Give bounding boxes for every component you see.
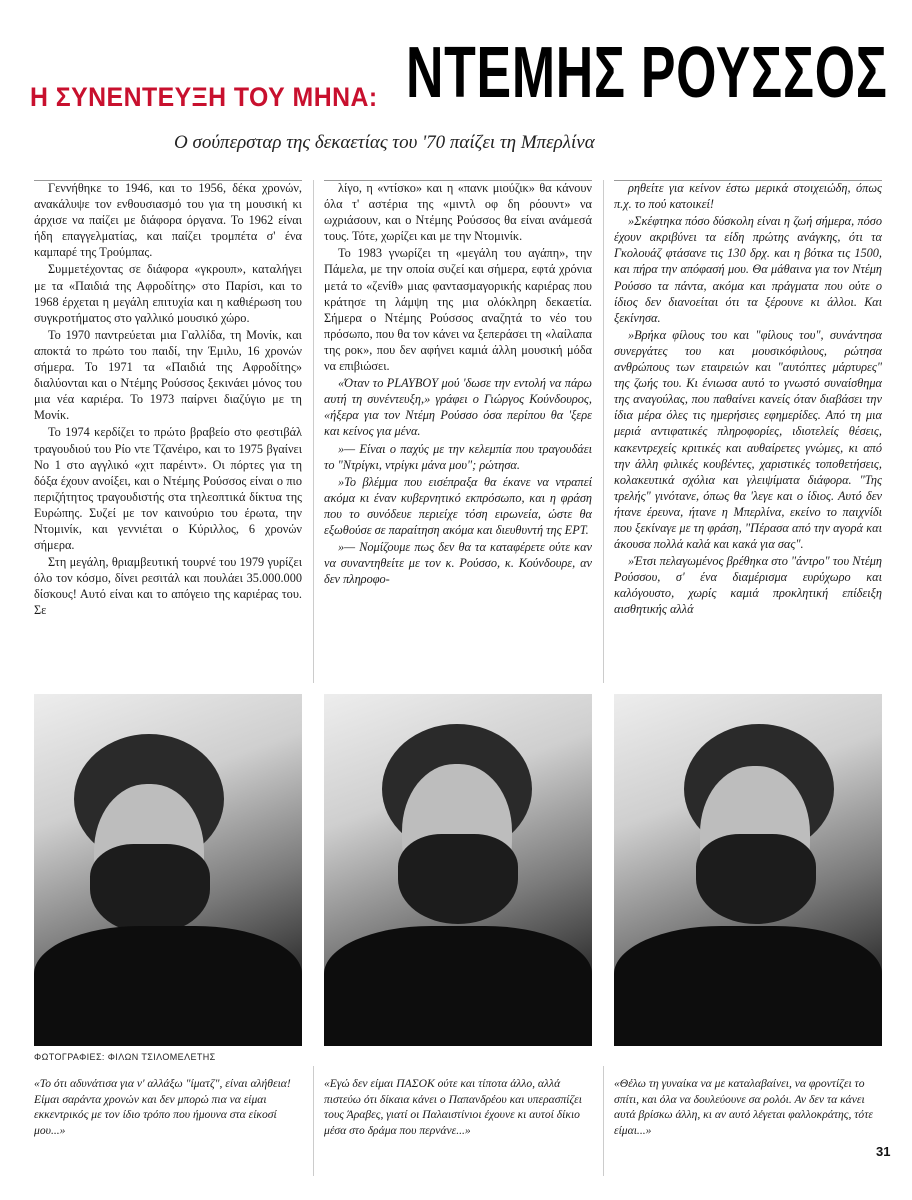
paragraph: Το 1983 γνωρίζει τη «μεγάλη του αγάπη», την Πάμελα, με την οποία συζεί και σήμερα, εφτά χρόνια μετά το «ζενίθ» μιας φαντασμαγορικής καριέρας που κράτησε τη λάμψη της μια ολόκληρη δεκαετία. Σήμερα ο Ντέμης Ρούσσος αναζητά το νέο του πρόσωπο, που θα τον κάνει να ξεπεράσει τη «λαίλαπα της ροκ», που δεν αφήνει καμιά άλλη μουσική μόδα να επιβιώσει. (324, 246, 592, 374)
paragraph: ρηθείτε για κείνον έστω μερικά στοιχειώδη, όπως π.χ. το πού κατοικεί! (614, 181, 882, 212)
paragraph: Στη μεγάλη, θριαμβευτική τουρνέ του 1979 γυρίζει όλο τον κόσμο, δίνει ρεσιτάλ και πουλάει 35.000.000 δίσκους! Αυτό είναι και το απόγειο της καριέρας του. Σε (34, 555, 302, 618)
paragraph: Συμμετέχοντας σε διάφορα «γκρουπ», καταλήγει με τα «Παιδιά της Αφροδίτης» στο Παρίσι, και το 1968 έρχεται η μεγάλη επιτυχία και η καθιέρωση του συγκροτήματος στο γαλλικό μουσικό χώρο. (34, 262, 302, 325)
article-body (34, 180, 888, 683)
portrait-photo (324, 694, 592, 1046)
caption-divider (313, 1066, 314, 1176)
photo-caption: «Θέλω τη γυναίκα να με καταλαβαίνει, να φροντίζει το σπίτι, και όλα να δουλεύουνε σα ρολόι. Αν δεν τα κάνει αυτά βρίσκω άλλη, κι αν αυτό λέγεται φαλλοκράτης, τότε είμαι...» (614, 1077, 873, 1137)
article-subtitle: Ο σούπερσταρ της δεκαετίας του '70 παίζει τη Μπερλίνα (174, 132, 595, 153)
photo-caption: «Εγώ δεν είμαι ΠΑΣΟΚ ούτε και τίποτα άλλο, αλλά πιστεύω ότι δίκαια κάνει ο Παπανδρέου και υπερασπίζει τους Άραβες, γιατί οι Παλαιστίνιοι έχουνε κι αυτοί δίκιο μέσα στο δράμα που περνάνε...» (324, 1077, 582, 1137)
portrait-photo (34, 694, 302, 1046)
caption-divider (603, 1066, 604, 1176)
interviewee-name: ΝΤΕΜΗΣ ΡΟΥΣΣΟΣ (406, 33, 888, 113)
paragraph: λίγο, η «ντίσκο» και η «πανκ μιούζικ» θα κάνουν όλα τ' αστέρια της «μιντλ οφ δη ρόουντ» να ωχριάσουν, και ο Ντέμης Ρούσσος θα είναι ανάμεσά τους. Τότε, χωρίζει και με την Ντομινίκ. (324, 181, 592, 244)
photo-caption: «Το ότι αδυνάτισα για ν' αλλάξω "ίματζ", είναι αλήθεια! Είμαι σαράντα χρονών και δεν μπορώ πια να είμαι εκκεντρικός με τον ίδιο τρόπο που ήμουνα στα είκοσί μου...» (34, 1077, 291, 1137)
photo-shape (614, 926, 882, 1046)
body-column-2 (324, 180, 592, 683)
paragraph: »Έτσι πελαγωμένος βρέθηκα στο "άντρο" του Ντέμη Ρούσσου, σ' ένα διαμέρισμα ευρύχωρο και καλόγουστο, χωρίς καμιά προκλητική επίδειξη αισθητικής αλλά (614, 554, 882, 617)
portrait-photo (614, 694, 882, 1046)
article-header (30, 28, 890, 118)
body-column-1 (34, 180, 302, 683)
paragraph: »Σκέφτηκα πόσο δύσκολη είναι η ζωή σήμερα, πόσο έχουν ακριβύνει τα είδη πρώτης ανάγκης, ότι τα Γκολουάζ φτάσανε τις 130 δρχ. και η βότκα τις 1500, και πήρα την απόφασή μου. Θα μάθαινα για τον Ντέμη Ρούσσο τα πάντα, ακόμα και πράγματα που ούτε ο ίδιος δεν διανοείται ότι τα ξέρουνε κι άλλοι. Και ξεκίνησα. (614, 214, 882, 325)
photo-credit: ΦΩΤΟΓΡΑΦΙΕΣ: ΦΙΛΩΝ ΤΣΙΛΟΜΕΛΕΤΗΣ (34, 1052, 216, 1062)
photo-shape (34, 926, 302, 1046)
photo-shape (324, 926, 592, 1046)
paragraph: »— Νομίζουμε πως δεν θα τα καταφέρετε ούτε καν να συναντηθείτε με τον κ. Ρούσσο, κ. Κούνδουρε, αν δεν πληροφο- (324, 540, 592, 587)
paragraph: »— Είναι ο παχύς με την κελεμπία που τραγουδάει το "Ντρίγκι, ντρίγκι μάνα μου"; ρώτησα. (324, 441, 592, 472)
paragraph: »Το βλέμμα που εισέπραξα θα έκανε να ντραπεί ακόμα κι έναν κυβερνητικό εκπρόσωπο, και η φράση που το συνόδευε περιείχε τόση ειρωνεία, ώστε θα εξωθούσε σε παραίτηση ακόμα και διευθυντή της ΕΡΤ. (324, 474, 592, 537)
body-column-3 (614, 180, 882, 683)
photo-shape (398, 834, 518, 924)
page-number: 31 (876, 1144, 891, 1159)
paragraph: Γεννήθηκε το 1946, και το 1956, δέκα χρονών, ανακάλυψε τον ενθουσιασμό του για τη μουσική κι άρχισε να παίζει με διάφορα όργανα. Το 1962 είναι ήδη επαγγελματίας, και παίζει τρομπέτα σ' ένα καμπαρέ της Τρούμπας. (34, 181, 302, 260)
paragraph: Το 1974 κερδίζει το πρώτο βραβείο στο φεστιβάλ τραγουδιού του Ρίο ντε Τζανέιρο, και το 1975 βγαίνει Νο 1 στο αγγλικό «χιτ παρέιντ». Οι πόρτες για τη δόξα έχουν ανοίξει, και ο Ντέμης Ρούσσος είναι ο πιο περιζήτητος τραγουδιστής στα τηλεοπτικά δίκτυα της Ευρώπης. Συζεί με τον καινούριο του έρωτα, την Ντομινίκ, και γεννιέται ο Κύριλλος, 6 χρονών σήμερα. (34, 425, 302, 553)
paragraph: «Όταν το PLAYBOY μού 'δωσε την εντολή να πάρω αυτή τη συνέντευξη,» γράφει ο Γιώργος Κούνδουρος, «ήξερα για τον Ντέμη Ρούσσο όσα περίπου θα 'ξερε και κείνος για μένα. (324, 376, 592, 439)
paragraph: Το 1970 παντρεύεται μια Γαλλίδα, τη Μονίκ, και αποκτά το πρώτο του παιδί, την Έμιλυ, 16 χρονών σήμερα. Το 1971 τα «Παιδιά της Αφροδίτης» διαλύονται και ο Ντέμης Ρούσσος ξεκινάει μόνος του μια νέα καριέρα. Το 1973 παίρνει διαζύγιο με τη Μονίκ. (34, 327, 302, 423)
photo-shape (90, 844, 210, 934)
paragraph: »Βρήκα φίλους του και "φίλους του", συνάντησα συνεργάτες του και μουσικόφιλους, ρώτησα ανθρώπους των εταιρειών και "αυτόπτες μάρτυρες" της ζωής του. Κι ένιωσα αυτό το γνωστό συναίσθημα της αναγούλας, που παθαίνει κανείς όταν διαβάσει την ίδια μέρα όλες τις ημερήσιες εφημερίδες. Από τη μια μεριά αντιφατικές πληροφορίες, ιδιοτελείς θέσεις, κακεντρεχείς κριτικές και αυθαίρετες γνώμες, κι από την άλλη φιλικές κουβέντες, χαριστικές τοποθετήσεις, κολακευτικά σχόλια και γλειψίματα διάφορα. "Της τρελής" γινότανε, όπως θα 'λεγε και ο ίδιος. Αυτό δεν ήτανε έρευνα, ήτανε η Μπερλίνα, εκείνο το παιχνίδι που ξεκίναγε με τη φράση, "Πέρασα από την αγορά και άκουσα πολλά καλά και κακά για σας". (614, 327, 882, 552)
photo-shape (696, 834, 816, 924)
column-divider (603, 180, 604, 683)
interview-kicker: Η ΣΥΝΕΝΤΕΥΞΗ ΤΟΥ ΜΗΝΑ: (30, 82, 378, 112)
column-divider (313, 180, 314, 683)
